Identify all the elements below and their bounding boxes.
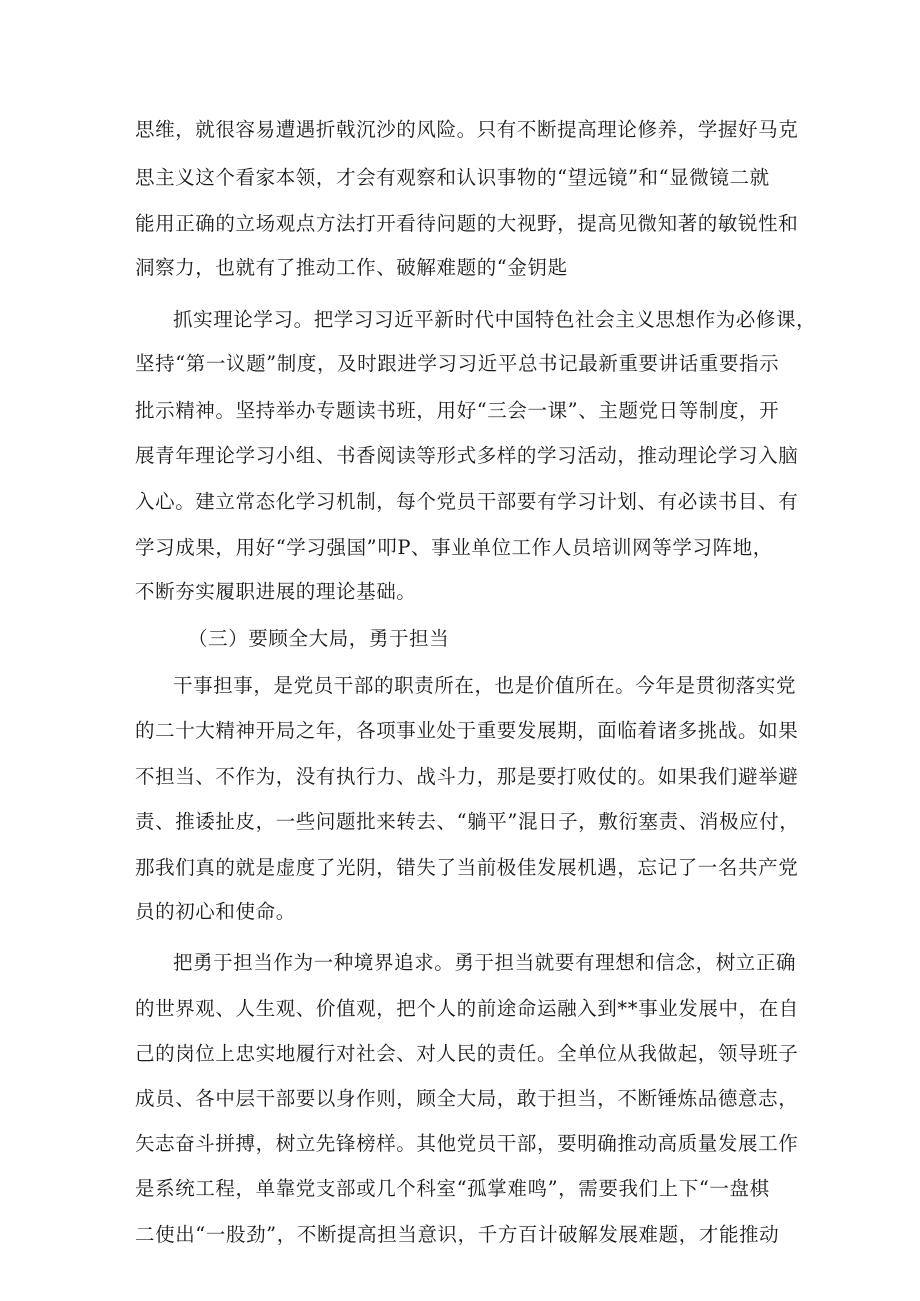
text-line: 入心。建立常态化学习机制，每个党员干部要有学习计划、有必读书目、有 [135, 490, 799, 513]
text-line: 的二十大精神开局之年，各项事业处于重要发展期，面临着诸多挑战。如果 [135, 719, 799, 742]
text-line: 是系统工程，单靠党支部或几个科室“孤掌难鸣”，需要我们上下“一盘棋 [135, 1177, 770, 1200]
text-line: 思维，就很容易遭遇折戟沉沙的风险。只有不断提高理论修养，学握好马克 [135, 118, 799, 141]
text-line: 学习成果，用好“学习强国”叩P、事业单位工作人员培训网等学习阵地， [135, 536, 773, 559]
text-line: 不担当、不作为，没有执行力、战斗力，那是要打败仗的。如果我们避举避 [135, 765, 799, 788]
text-line: 那我们真的就是虚度了光阴，错失了当前极佳发展机遇，忘记了一名共产党 [135, 856, 799, 879]
text-line: 二使出“一股劲”，不断提高担当意识，千方百计破解发展难题，才能推动 [135, 1223, 780, 1246]
text-line: 思主义这个看家本领，才会有观察和认识事物的“望远镜”和“显微镜二就 [135, 166, 770, 189]
text-line: 员的初心和使命。 [135, 900, 296, 923]
text-line: 不断夯实履职进展的理论基础。 [135, 580, 417, 603]
text-line: 己的岗位上忠实地履行对社会、对人民的责任。全单位从我做起，领导班子 [135, 1042, 799, 1065]
text-line: 矢志奋斗拼搏，树立先锋榜样。其他党员干部，要明确推动高质量发展工作 [135, 1132, 799, 1155]
text-line: 洞察力，也就有了推动工作、破解难题的“金钥匙 [135, 256, 568, 279]
text-line: 展青年理论学习小组、书香阅读等形式多样的学习活动，推动理论学习入脑 [135, 444, 799, 467]
text-line: 责、推诿扯皮，一些问题批来转去、“躺平”混日子，敷衍塞责、消极应付， [135, 810, 800, 833]
text-line: 的世界观、人生观、价值观，把个人的前途命运融入到**事业发展中，在自 [135, 997, 799, 1020]
paragraph-first-line: 干事担事，是党员干部的职责所在，也是价值所在。今年是贯彻落实党 [173, 674, 797, 697]
text-line: 成员、各中层干部要以身作则，顾全大局，敢于担当，不断锤炼品德意志， [135, 1087, 799, 1110]
paragraph-first-line: 把勇于担当作为一种境界追求。勇于担当就要有理想和信念，树立正确 [173, 951, 797, 974]
text-line: 坚持“第一议题”制度，及时跟进学习习近平总书记最新重要讲话重要指示 [135, 352, 780, 375]
text-line: 能用正确的立场观点方法打开看待问题的大视野，提高见微知著的敏锐性和 [135, 212, 799, 235]
section-heading: （三）要顾全大局，勇于担当 [188, 627, 450, 650]
text-line: 批示精神。坚持举办专题读书班，用好“三会一课”、主题党日等制度，开 [135, 399, 780, 422]
paragraph-first-line: 抓实理论学习。把学习习近平新时代中国特色社会主义思想作为必修课， [173, 308, 817, 331]
